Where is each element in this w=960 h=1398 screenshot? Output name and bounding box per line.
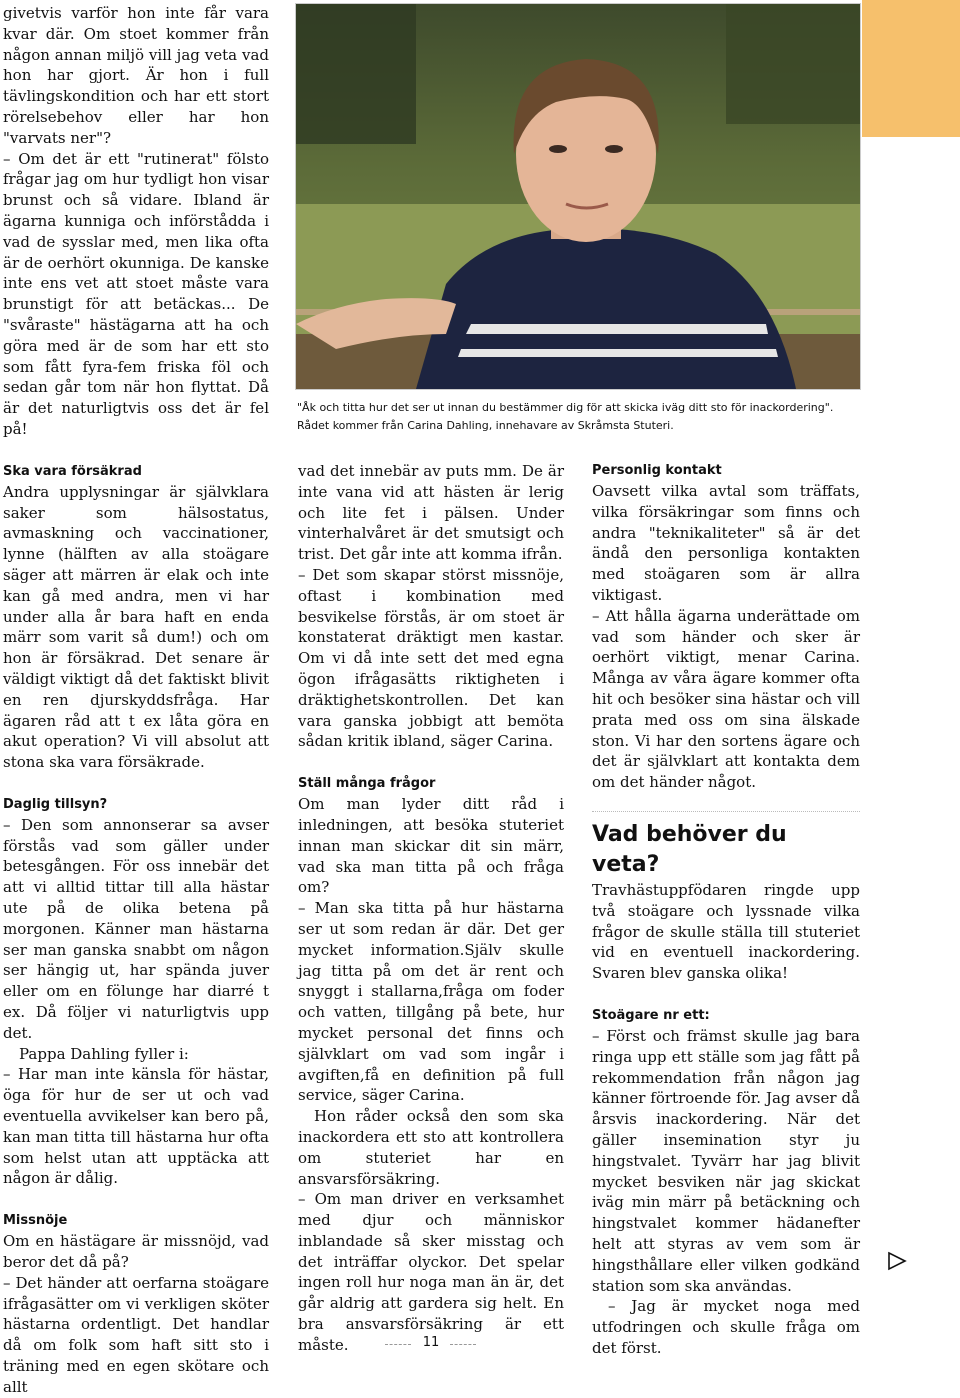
article-column-3 <box>592 461 860 1359</box>
paragraph: – Om man driver en verksamhet med djur och människor inblandade så sker misstag och det inträffar olyckor. Det spelar ingen roll hur noga man än är, det går aldrig att gardera sig helt. En bra ansvarsförsäkring är ett måste. <box>298 1190 564 1354</box>
section-divider <box>592 811 860 812</box>
paragraph: Om man lyder ditt råd i inledningen, att besöka stuteriet innan man skickar dit sin märr, vad ska man titta på och fråga om? <box>298 795 564 897</box>
paragraph: Oavsett vilka avtal som träffats, vilka försäkringar som finns och andra "teknikaliteter" så är det ändå den personliga kontakten med stoägaren som är allra viktigast. <box>592 482 860 604</box>
article-column-2 <box>298 461 564 1356</box>
paragraph: vad det innebär av puts mm. De är inte vana vid att hästen är lerig och lite fet i pälsen. Under vinterhalvåret är det smutsigt och trist. Det går inte att komma ifrån. <box>298 462 564 564</box>
paragraph: Travhästuppfödaren ringde upp två stoägare och lyssnade vilka frågor de skulle ställa till stuteriet vid en eventuell inackordering. Svaren blev ganska olika! <box>592 880 860 983</box>
subheading: Daglig tillsyn? <box>3 796 108 812</box>
paragraph: Hon råder också den som ska inackordera ett sto att kontrollera om stuteriet har en ansvarsförsäkring. <box>298 1107 564 1188</box>
article-column-1 <box>3 3 269 1398</box>
footer-rule <box>385 1344 411 1345</box>
paragraph: – Det som skapar störst missnöje, oftast i kombination med besvikelse förstås, är om stoet är konstaterat dräktigt men kastar. Om vi då inte sett det med egna ögon ifrågasätts riktigheten i dräktighetskontrollen. Det kan vara ganska jobbigt att bemöta sådan kritik ibland, säger Carina. <box>298 565 564 751</box>
photo-caption <box>297 399 897 435</box>
section-heading: Vad behöver du veta? <box>592 821 787 877</box>
paragraph: – Om det är ett "rutinerat" fölsto frågar jag om hur tydligt hon visar brunst och så vidare. Ibland är ägarna kunniga och införstådda i vad de sysslar med, men lika ofta är de oerhört okunniga. De kanske inte ens vet att stoet måste vara brunstigt för att betäckas... De "svåraste" hästägarna att ha och göra med är de som har ett sto som fått fyra-fem friska föl och sedan går tom när hon flyttat. Då är det naturligtvis oss det är fel på! <box>3 149 269 438</box>
paragraph: – Först och främst skulle jag bara ringa upp ett ställe som jag fått på rekommendation från någon jag känner förtroende för. Jag avser då årsvis inackordering. När det gäller insemination styr ju hingstvalet. Tyvärr har jag blivit mycket besviken när jag skickat iväg min märr på betäckning och hingstvalet kommer hädanefter helt att styras av vem som är hingsthållare eller vilken godkänd station som ska användas. <box>592 1026 860 1295</box>
paragraph: – Att hålla ägarna underättade om vad som händer och sker är oerhört viktigt, menar Carina. Många av våra ägare kommer ofta hit och besöker sina hästar och vill prata med oss om sina älskade ston. Vi har den sortens ägare och det är självklart att kontakta dem om det händer något. <box>592 606 860 792</box>
portrait-photo <box>295 3 861 390</box>
paragraph: – Man ska titta på hur hästarna ser ut som redan är där. Det ger mycket information.Själv skulle jag titta på om det är rent och snyggt i stallarna,fråga om foder och vatten, tillgång på bete, hur mycket personal det finns och självklart om vad som ingår i avgiften,få en definition på full service, säger Carina. <box>298 899 564 1105</box>
subheading: Stoägare nr ett: <box>592 1007 710 1023</box>
paragraph: – Den som annonserar sa avser förstås vad som gäller under betesgången. För oss innebär det att vi alltid tittar till alla hästar ute på de olika betena på morgonen. Känner man hästarna ser man ganska snabbt om någon ser hängig ut, har spända juver eller om en fölunge har diarré t ex. Då följer vi naturligtvis upp det. <box>3 815 269 1042</box>
subheading: Personlig kontakt <box>592 463 722 478</box>
paragraph: Om en hästägare är missnöjd, vad beror det då på? <box>3 1232 269 1272</box>
footer-rule <box>450 1344 476 1345</box>
page-number: 11 <box>422 1335 440 1350</box>
paragraph: – Har man inte känsla för hästar, öga för hur de ser ut och vad eventuella avvikelser kan bero på, kan man titta till hästarna hur ofta som helst utan att upptäcka att någon är dålig. <box>3 1065 269 1188</box>
caption-line: "Åk och titta hur det ser ut innan du bestämmer dig för att skicka iväg ditt sto för inackordering". <box>297 401 834 414</box>
subheading: Ställ många frågor <box>298 776 436 792</box>
triangle-right-icon <box>886 1250 908 1272</box>
paragraph: – Det händer att oerfarna stoägare ifrågasätter om vi verkligen sköter hästarna ordentligt. Det handlar då om folk som haft sitt sto i träning med en egen skötare och allt <box>3 1273 269 1396</box>
portrait-illustration <box>296 4 860 389</box>
caption-line: Rådet kommer från Carina Dahling, innehavare av Skråmsta Stuteri. <box>297 419 674 432</box>
accent-block <box>862 0 960 137</box>
subheading: Missnöje <box>3 1213 68 1229</box>
page-footer <box>0 1334 960 1352</box>
paragraph: Pappa Dahling fyller i: <box>19 1044 189 1063</box>
paragraph: – Jag är mycket noga med utfodringen och skulle fråga om det först. <box>592 1297 860 1357</box>
subheading: Ska vara försäkrad <box>3 463 142 479</box>
paragraph: givetvis varför hon inte får vara kvar där. Om stoet kommer från någon annan miljö vill jag veta vad hon har gjort. Är hon i full tävlingskondition och har ett stort rörelsebehov eller har hon "varvats ner"? <box>3 4 269 147</box>
paragraph: Andra upplysningar är självklara saker som hälsostatus, avmaskning och vaccinationer, lynne (hälften av alla stoägare säger att märren är elak och inte kan gå med andra, men vi har under alla år bara haft en enda märr som varit så dum!) och om hon är försäkrad. Det senare är väldigt viktigt då det faktiskt blivit en ren djurskyddsfråga. Har ägaren råd att t ex låta göra en akut operation? Vi vill absolut att stona ska vara försäkrade. <box>3 482 269 772</box>
